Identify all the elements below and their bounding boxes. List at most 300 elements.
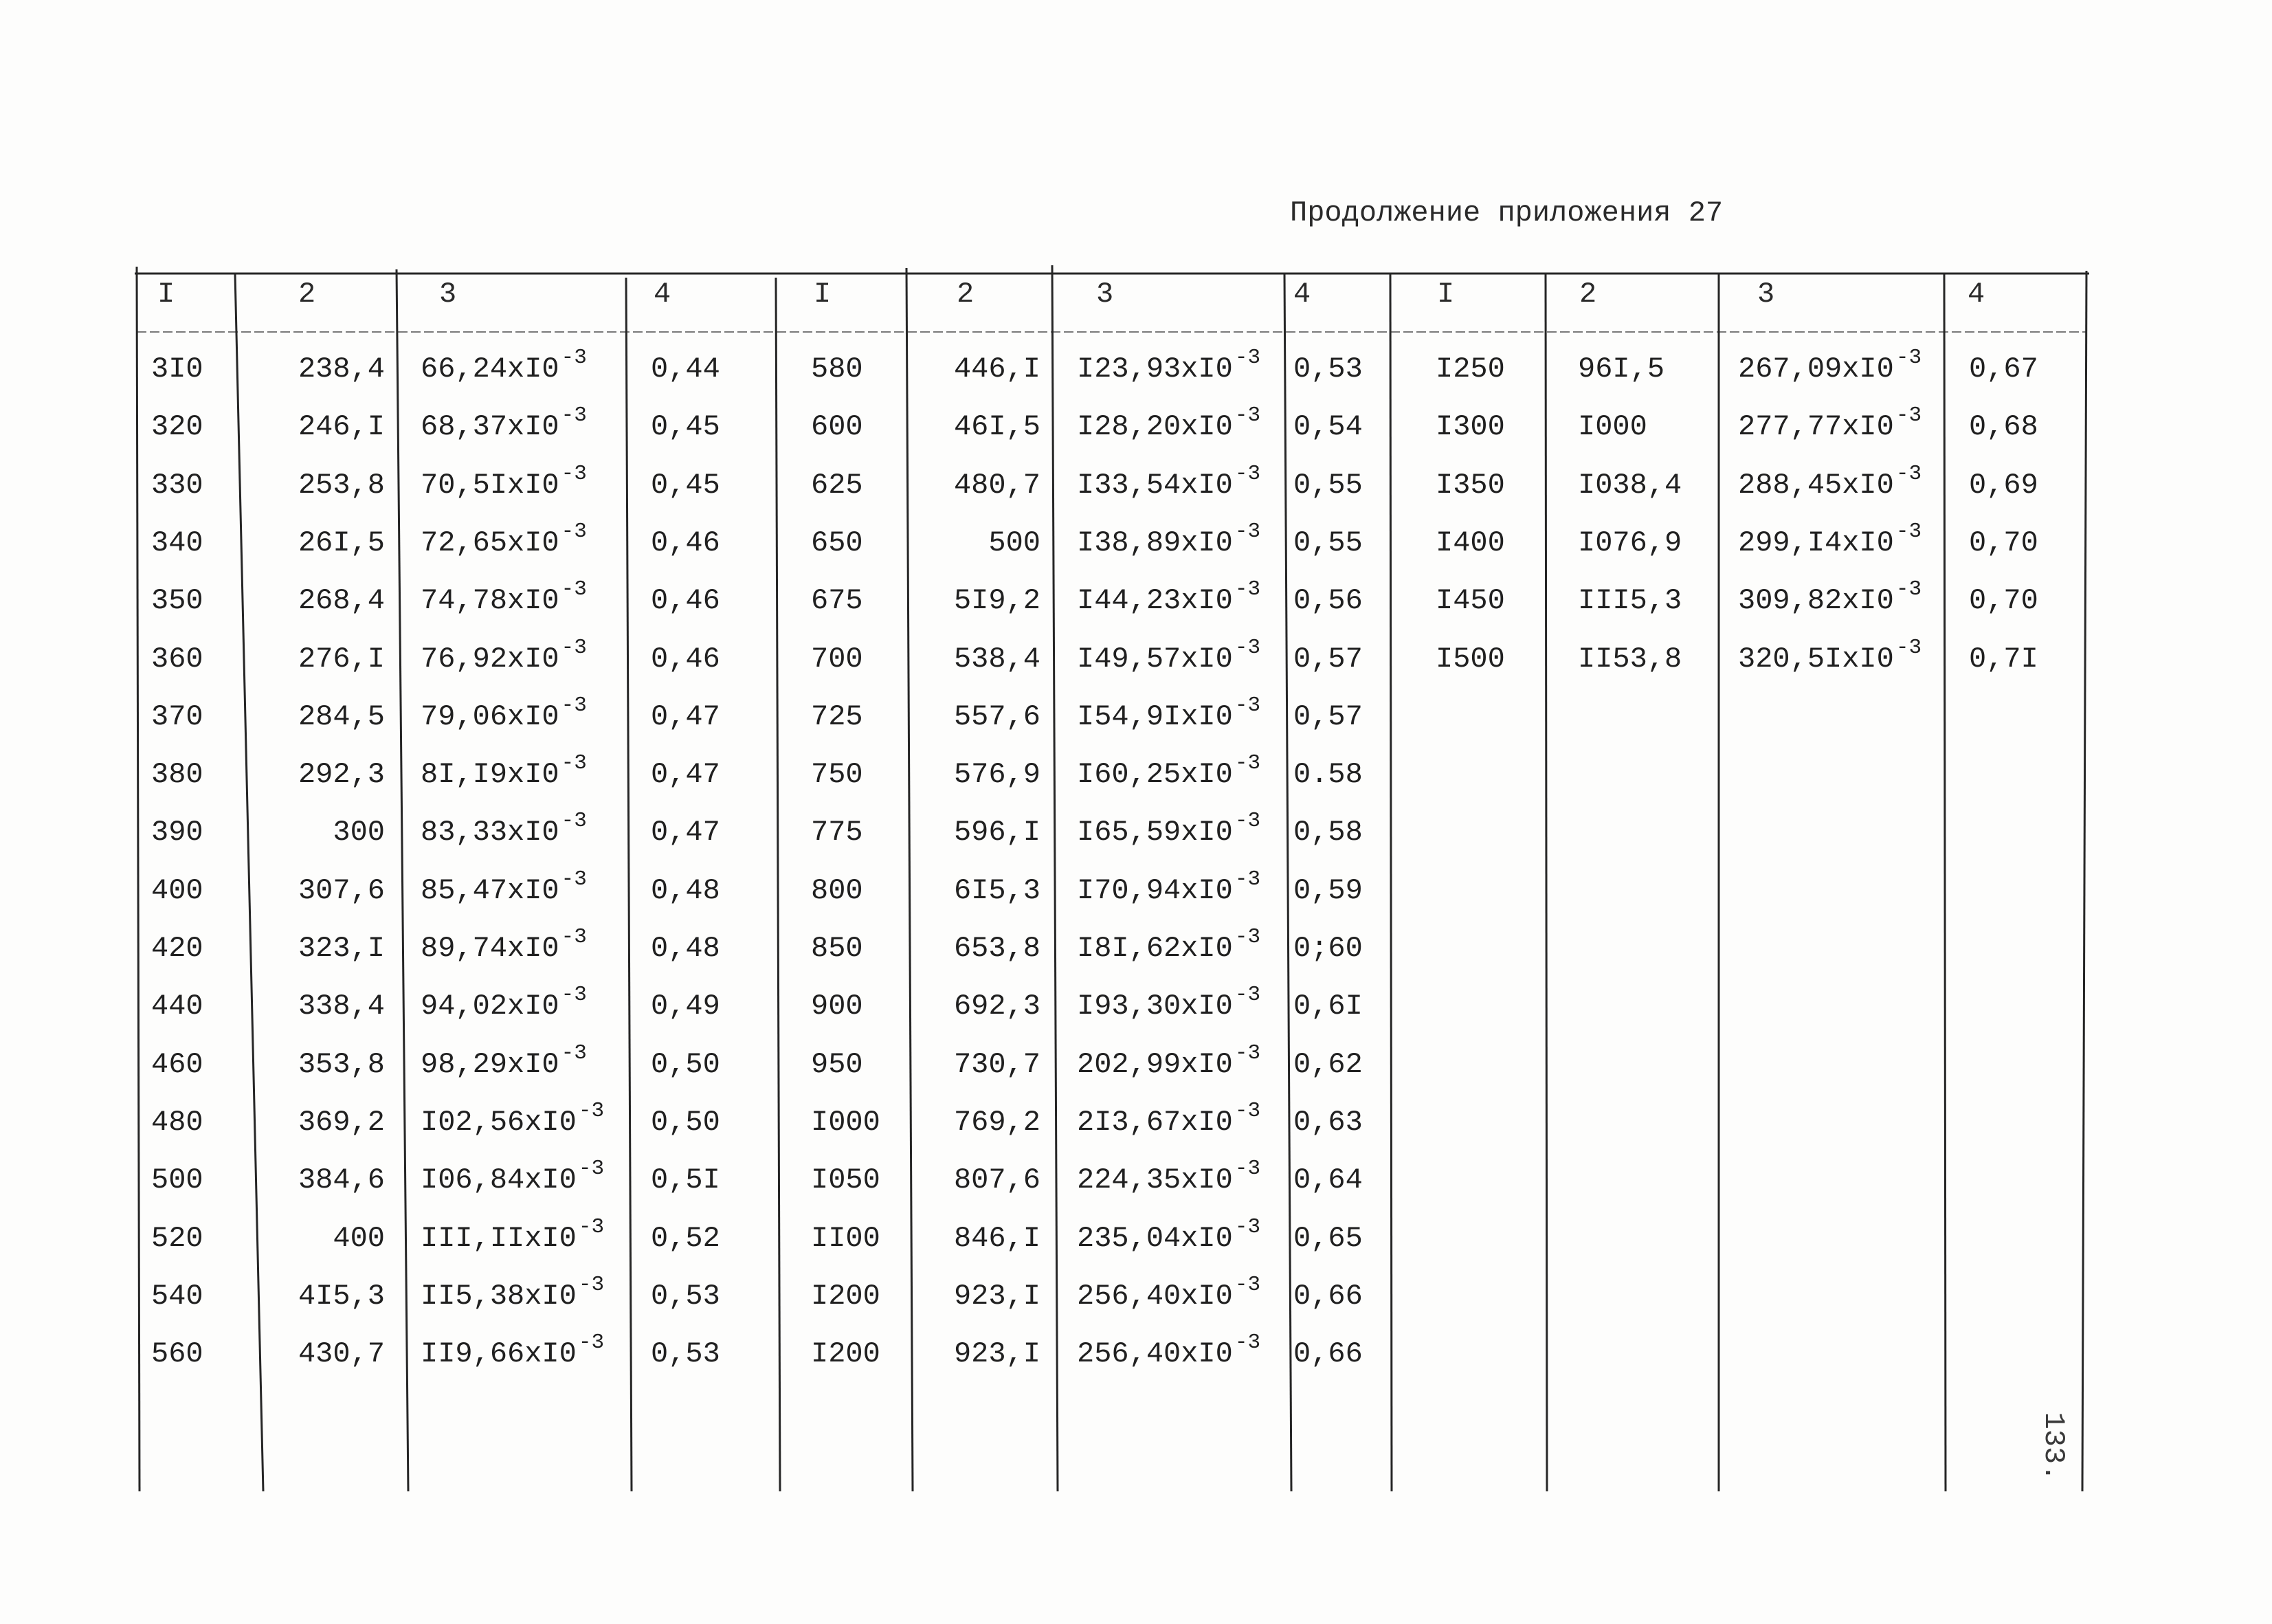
- cell-col3-mantissa: I02,56xI0: [421, 1105, 577, 1139]
- cell-col3: [1077, 693, 1261, 734]
- cell-col4: 0,53: [1293, 353, 1363, 386]
- cell-col2: I038,4: [1578, 468, 1682, 502]
- cell-col1: 340: [151, 526, 203, 559]
- column-header: I: [814, 278, 832, 311]
- cell-col4: 0,67: [1969, 353, 2038, 386]
- cell-col3: [1077, 925, 1261, 966]
- cell-col4: 0,59: [1293, 874, 1363, 907]
- cell-col3-mantissa: 235,04xI0: [1077, 1221, 1233, 1255]
- table-row: [137, 925, 832, 966]
- column-header: 2: [1579, 278, 1597, 311]
- cell-col3-mantissa: 70,5IxI0: [421, 468, 559, 502]
- table-row: [776, 403, 1491, 444]
- cell-col2: 769,2: [953, 1105, 1040, 1139]
- cell-col4: 0.58: [1293, 758, 1363, 792]
- cell-col2: 538,4: [953, 642, 1040, 676]
- cell-col3-mantissa: I23,93xI0: [1077, 353, 1233, 386]
- cell-col3-exponent: -3: [1234, 1214, 1261, 1239]
- cell-col3-exponent: -3: [1234, 925, 1261, 949]
- table-row: [776, 519, 1491, 560]
- cell-col2: 300: [333, 816, 385, 849]
- column-header: 2: [957, 278, 974, 311]
- table-row: [137, 751, 832, 792]
- cell-col1: 700: [811, 642, 863, 676]
- cell-col3: [1738, 635, 1922, 676]
- cell-col4: 0,45: [651, 468, 720, 502]
- column-header: 3: [439, 278, 457, 311]
- cell-col3: [421, 1272, 605, 1313]
- cell-col1: 350: [151, 584, 203, 618]
- cell-col3-mantissa: 256,40xI0: [1077, 1279, 1233, 1313]
- cell-col2: 576,9: [953, 758, 1040, 792]
- column-header: I: [1437, 278, 1455, 311]
- cell-col3-exponent: -3: [1234, 983, 1261, 1008]
- table-row: [776, 983, 1491, 1023]
- cell-col2: 96I,5: [1578, 353, 1665, 386]
- cell-col3-mantissa: I33,54xI0: [1077, 468, 1233, 502]
- cell-col3-exponent: -3: [1234, 1098, 1261, 1123]
- cell-col4: 0,62: [1293, 1047, 1363, 1081]
- table-row: [137, 867, 832, 908]
- cell-col1: I400: [1436, 526, 1505, 559]
- cell-col4: 0,56: [1293, 584, 1363, 618]
- cell-col3-exponent: -3: [561, 925, 587, 949]
- table-row: [1390, 519, 2272, 560]
- cell-col4: 0,57: [1293, 642, 1363, 676]
- cell-col2: 446,I: [953, 353, 1040, 386]
- cell-col4: 0,49: [651, 990, 720, 1023]
- cell-col3-mantissa: 2I3,67xI0: [1077, 1105, 1233, 1139]
- cell-col1: 360: [151, 642, 203, 676]
- cell-col3-exponent: -3: [578, 1331, 605, 1355]
- cell-col1: 420: [151, 932, 203, 965]
- cell-col1: 390: [151, 816, 203, 849]
- cell-col3-mantissa: 288,45xI0: [1738, 468, 1894, 502]
- cell-col4: 0,55: [1293, 526, 1363, 559]
- cell-col3-mantissa: 224,35xI0: [1077, 1164, 1233, 1197]
- cell-col3-exponent: -3: [1234, 1331, 1261, 1355]
- cell-col4: 0,44: [651, 353, 720, 386]
- table-row: [137, 635, 832, 676]
- cell-col3: [1738, 519, 1922, 560]
- cell-col4: 0,70: [1969, 526, 2038, 559]
- table-row: [137, 403, 832, 444]
- cell-col2: 4I5,3: [298, 1279, 385, 1313]
- cell-col2: 400: [333, 1221, 385, 1255]
- cell-col3: [1077, 1041, 1261, 1082]
- cell-col1: 850: [811, 932, 863, 965]
- cell-col1: I450: [1436, 584, 1505, 618]
- cell-col4: 0,70: [1969, 584, 2038, 618]
- cell-col1: I300: [1436, 410, 1505, 444]
- cell-col1: 3I0: [151, 353, 203, 386]
- cell-col2: 557,6: [953, 700, 1040, 733]
- cell-col2: I000: [1578, 410, 1647, 444]
- table-row: [137, 461, 832, 502]
- cell-col1: I350: [1436, 468, 1505, 502]
- table-row: [776, 635, 1491, 676]
- cell-col2: 653,8: [953, 932, 1040, 965]
- cell-col1: 440: [151, 990, 203, 1023]
- cell-col4: 0,46: [651, 584, 720, 618]
- cell-col3-exponent: -3: [1234, 693, 1261, 718]
- table-row: [1390, 346, 2272, 386]
- cell-col2: 6I5,3: [953, 874, 1040, 907]
- cell-col4: 0,53: [651, 1279, 720, 1313]
- cell-col3: [1077, 461, 1261, 502]
- cell-col3: [1077, 403, 1261, 444]
- column-header: 3: [1096, 278, 1114, 311]
- cell-col3: [421, 867, 587, 908]
- cell-col3: [421, 751, 587, 792]
- table-row: [1390, 403, 2272, 444]
- cell-col2: II53,8: [1578, 642, 1682, 676]
- cell-col3-exponent: -3: [561, 751, 587, 776]
- cell-col3: [421, 1157, 605, 1197]
- cell-col3-mantissa: 309,82xI0: [1738, 584, 1894, 618]
- table-row: [137, 693, 832, 734]
- cell-col3-mantissa: 94,02xI0: [421, 990, 559, 1023]
- cell-col1: 775: [811, 816, 863, 849]
- cell-col3-mantissa: I49,57xI0: [1077, 642, 1233, 676]
- table-row: [1390, 577, 2272, 618]
- cell-col3-mantissa: I38,89xI0: [1077, 526, 1233, 559]
- cell-col3-exponent: -3: [561, 403, 587, 428]
- cell-col3-mantissa: I44,23xI0: [1077, 584, 1233, 618]
- cell-col3: [1077, 867, 1261, 908]
- cell-col4: 0,55: [1293, 468, 1363, 502]
- table-header-row: [1390, 277, 2272, 311]
- cell-col3: [1077, 577, 1261, 618]
- cell-col3-mantissa: I60,25xI0: [1077, 758, 1233, 792]
- table-group: [1390, 0, 2272, 1624]
- cell-col3-exponent: -3: [1234, 1041, 1261, 1065]
- cell-col4: 0,58: [1293, 816, 1363, 849]
- cell-col1: I200: [811, 1337, 880, 1371]
- cell-col1: 750: [811, 758, 863, 792]
- cell-col4: 0,48: [651, 874, 720, 907]
- cell-col3-mantissa: 320,5IxI0: [1738, 642, 1894, 676]
- cell-col3: [421, 577, 587, 618]
- cell-col3-exponent: -3: [1234, 1272, 1261, 1297]
- cell-col1: I250: [1436, 353, 1505, 386]
- column-header: 4: [654, 278, 671, 311]
- cell-col3: [421, 346, 587, 386]
- cell-col1: 675: [811, 584, 863, 618]
- cell-col1: 900: [811, 990, 863, 1023]
- column-header: 4: [1293, 278, 1311, 311]
- table-row: [776, 1214, 1491, 1256]
- cell-col3: [1077, 1098, 1261, 1139]
- table-row: [776, 1157, 1491, 1197]
- cell-col3-exponent: -3: [578, 1272, 605, 1297]
- cell-col3: [421, 1098, 605, 1139]
- cell-col3: [1738, 577, 1922, 618]
- cell-col1: 330: [151, 468, 203, 502]
- cell-col2: 730,7: [953, 1047, 1040, 1081]
- cell-col1: 650: [811, 526, 863, 559]
- cell-col3-mantissa: 79,06xI0: [421, 700, 559, 733]
- cell-col4: 0,57: [1293, 700, 1363, 733]
- cell-col3: [1077, 519, 1261, 560]
- cell-col2: 246,I: [298, 410, 385, 444]
- column-header: 2: [298, 278, 316, 311]
- cell-col3-exponent: -3: [561, 519, 587, 544]
- cell-col2: 338,4: [298, 990, 385, 1023]
- cell-col3-exponent: -3: [1895, 519, 1922, 544]
- table-row: [776, 1041, 1491, 1082]
- cell-col4: 0,45: [651, 410, 720, 444]
- cell-col2: 807,6: [953, 1164, 1040, 1197]
- cell-col3-exponent: -3: [1234, 461, 1261, 486]
- cell-col1: 520: [151, 1221, 203, 1255]
- table-row: [137, 983, 832, 1023]
- cell-col4: 0;60: [1293, 932, 1363, 965]
- cell-col3: [1077, 1214, 1261, 1256]
- cell-col3-exponent: -3: [578, 1214, 605, 1239]
- cell-col3: [421, 925, 587, 966]
- table-row: [776, 461, 1491, 502]
- cell-col2: 923,I: [953, 1279, 1040, 1313]
- cell-col4: 0,65: [1293, 1221, 1363, 1255]
- cell-col3-mantissa: 76,92xI0: [421, 642, 559, 676]
- cell-col1: 540: [151, 1279, 203, 1313]
- cell-col1: 600: [811, 410, 863, 444]
- table-row: [776, 867, 1491, 908]
- cell-col1: 625: [811, 468, 863, 502]
- cell-col3-mantissa: II9,66xI0: [421, 1337, 577, 1371]
- cell-col3-exponent: -3: [561, 1041, 587, 1065]
- cell-col3: [421, 461, 587, 502]
- cell-col1: II00: [811, 1221, 880, 1255]
- cell-col4: 0,68: [1969, 410, 2038, 444]
- table-row: [137, 809, 832, 849]
- cell-col3-exponent: -3: [1234, 577, 1261, 602]
- table-row: [776, 809, 1491, 849]
- table-row: [776, 346, 1491, 386]
- cell-col3-mantissa: 98,29xI0: [421, 1047, 559, 1081]
- cell-col3-mantissa: 83,33xI0: [421, 816, 559, 849]
- cell-col3: [421, 1331, 605, 1371]
- cell-col1: I500: [1436, 642, 1505, 676]
- cell-col3-exponent: -3: [1234, 635, 1261, 660]
- cell-col3: [1077, 1331, 1261, 1371]
- cell-col3: [1077, 346, 1261, 386]
- table-row: [1390, 461, 2272, 502]
- cell-col4: 0,47: [651, 700, 720, 733]
- cell-col2: 26I,5: [298, 526, 385, 559]
- cell-col2: 692,3: [953, 990, 1040, 1023]
- cell-col2: 284,5: [298, 700, 385, 733]
- cell-col3-mantissa: 267,09xI0: [1738, 353, 1894, 386]
- cell-col4: 0,46: [651, 526, 720, 559]
- cell-col3-mantissa: I06,84xI0: [421, 1164, 577, 1197]
- cell-col2: 430,7: [298, 1337, 385, 1371]
- cell-col3: [421, 1041, 587, 1082]
- table-row: [137, 346, 832, 386]
- table-row: [137, 1214, 832, 1256]
- cell-col3-mantissa: 299,I4xI0: [1738, 526, 1894, 559]
- cell-col3-mantissa: III,IIxI0: [421, 1221, 577, 1255]
- cell-col3-exponent: -3: [561, 461, 587, 486]
- cell-col1: 400: [151, 874, 203, 907]
- cell-col4: 0,7I: [1969, 642, 2038, 676]
- cell-col3: [1077, 1157, 1261, 1197]
- cell-col3: [1738, 346, 1922, 386]
- cell-col3-mantissa: I93,30xI0: [1077, 990, 1233, 1023]
- cell-col3-exponent: -3: [1234, 519, 1261, 544]
- cell-col1: 800: [811, 874, 863, 907]
- cell-col4: 0,63: [1293, 1105, 1363, 1139]
- cell-col3: [1077, 635, 1261, 676]
- cell-col3-exponent: -3: [561, 693, 587, 718]
- cell-col1: 460: [151, 1047, 203, 1081]
- table-group: [137, 0, 832, 1624]
- cell-col4: 0,50: [651, 1105, 720, 1139]
- table-header-row: [776, 277, 1491, 311]
- cell-col2: 596,I: [953, 816, 1040, 849]
- cell-col3-mantissa: I65,59xI0: [1077, 816, 1233, 849]
- cell-col3-mantissa: I28,20xI0: [1077, 410, 1233, 444]
- cell-col3: [421, 809, 587, 849]
- cell-col1: I200: [811, 1279, 880, 1313]
- cell-col2: 5I9,2: [953, 584, 1040, 618]
- cell-col4: 0,54: [1293, 410, 1363, 444]
- cell-col1: 370: [151, 700, 203, 733]
- cell-col3-exponent: -3: [561, 577, 587, 602]
- cell-col4: 0,47: [651, 758, 720, 792]
- cell-col2: 846,I: [953, 1221, 1040, 1255]
- column-header: I: [157, 278, 175, 311]
- cell-col3-exponent: -3: [561, 635, 587, 660]
- cell-col1: 560: [151, 1337, 203, 1371]
- cell-col3-exponent: -3: [561, 809, 587, 834]
- table-row: [1390, 635, 2272, 676]
- cell-col2: 353,8: [298, 1047, 385, 1081]
- cell-col3-exponent: -3: [561, 983, 587, 1008]
- cell-col3-mantissa: 277,77xI0: [1738, 410, 1894, 444]
- cell-col3-mantissa: 72,65xI0: [421, 526, 559, 559]
- table-row: [137, 1157, 832, 1197]
- cell-col3-mantissa: 74,78xI0: [421, 584, 559, 618]
- cell-col2: 369,2: [298, 1105, 385, 1139]
- cell-col1: I050: [811, 1164, 880, 1197]
- cell-col3: [421, 983, 587, 1023]
- cell-col3-exponent: -3: [578, 1157, 605, 1181]
- cell-col3-exponent: -3: [1895, 403, 1922, 428]
- cell-col3: [1077, 809, 1261, 849]
- cell-col2: 292,3: [298, 758, 385, 792]
- cell-col3-exponent: -3: [1234, 751, 1261, 776]
- cell-col2: III5,3: [1578, 584, 1682, 618]
- cell-col3-mantissa: 202,99xI0: [1077, 1047, 1233, 1081]
- cell-col1: 950: [811, 1047, 863, 1081]
- cell-col4: 0,53: [651, 1337, 720, 1371]
- column-header: 4: [1968, 278, 1985, 311]
- cell-col3-mantissa: I54,9IxI0: [1077, 700, 1233, 733]
- cell-col2: I076,9: [1578, 526, 1682, 559]
- cell-col3-exponent: -3: [561, 867, 587, 891]
- cell-col2: 276,I: [298, 642, 385, 676]
- cell-col3: [421, 1214, 605, 1256]
- cell-col2: 46I,5: [953, 410, 1040, 444]
- cell-col3-mantissa: 256,40xI0: [1077, 1337, 1233, 1371]
- cell-col3-exponent: -3: [1234, 403, 1261, 428]
- cell-col3-exponent: -3: [1234, 346, 1261, 370]
- cell-col4: 0,50: [651, 1047, 720, 1081]
- cell-col2: 238,4: [298, 353, 385, 386]
- cell-col3-mantissa: I70,94xI0: [1077, 874, 1233, 907]
- cell-col1: 480: [151, 1105, 203, 1139]
- cell-col1: 380: [151, 758, 203, 792]
- cell-col3: [1738, 461, 1922, 502]
- cell-col1: I000: [811, 1105, 880, 1139]
- cell-col3: [421, 635, 587, 676]
- cell-col4: 0,66: [1293, 1337, 1363, 1371]
- cell-col3-mantissa: 66,24xI0: [421, 353, 559, 386]
- cell-col3-exponent: -3: [1234, 1157, 1261, 1181]
- table-row: [776, 1272, 1491, 1313]
- table-row: [137, 1041, 832, 1082]
- table-row: [137, 519, 832, 560]
- cell-col3: [1077, 1272, 1261, 1313]
- cell-col3-exponent: -3: [561, 346, 587, 370]
- cell-col2: 307,6: [298, 874, 385, 907]
- cell-col3-mantissa: 8I,I9xI0: [421, 758, 559, 792]
- cell-col4: 0,48: [651, 932, 720, 965]
- cell-col4: 0,69: [1969, 468, 2038, 502]
- cell-col4: 0,46: [651, 642, 720, 676]
- cell-col4: 0,5I: [651, 1164, 720, 1197]
- table-row: [776, 1331, 1491, 1371]
- column-header: 3: [1757, 278, 1775, 311]
- cell-col3: [421, 693, 587, 734]
- cell-col3: [421, 519, 587, 560]
- cell-col3: [421, 403, 587, 444]
- table-row: [137, 1098, 832, 1139]
- table-row: [137, 1331, 832, 1371]
- table-group: [776, 0, 1491, 1624]
- cell-col3-exponent: -3: [1895, 635, 1922, 660]
- cell-col2: 480,7: [953, 468, 1040, 502]
- table-row: [776, 1098, 1491, 1139]
- cell-col2: 323,I: [298, 932, 385, 965]
- cell-col1: 580: [811, 353, 863, 386]
- table-row: [776, 751, 1491, 792]
- cell-col3-exponent: -3: [1234, 809, 1261, 834]
- cell-col3-exponent: -3: [1895, 577, 1922, 602]
- cell-col4: 0,6I: [1293, 990, 1363, 1023]
- table-row: [776, 577, 1491, 618]
- cell-col2: 500: [988, 526, 1040, 559]
- page-heading: Продолжение приложения 27: [1290, 197, 1724, 230]
- cell-col2: 384,6: [298, 1164, 385, 1197]
- cell-col3-mantissa: 85,47xI0: [421, 874, 559, 907]
- cell-col3-exponent: -3: [1895, 346, 1922, 370]
- cell-col4: 0,47: [651, 816, 720, 849]
- cell-col3-mantissa: 68,37xI0: [421, 410, 559, 444]
- cell-col1: 500: [151, 1164, 203, 1197]
- table-row: [776, 693, 1491, 734]
- cell-col3-mantissa: I8I,62xI0: [1077, 932, 1233, 965]
- table-row: [137, 577, 832, 618]
- cell-col2: 923,I: [953, 1337, 1040, 1371]
- table-header-row: [137, 277, 832, 311]
- cell-col3-exponent: -3: [578, 1098, 605, 1123]
- cell-col4: 0,64: [1293, 1164, 1363, 1197]
- cell-col3-exponent: -3: [1234, 867, 1261, 891]
- cell-col4: 0,52: [651, 1221, 720, 1255]
